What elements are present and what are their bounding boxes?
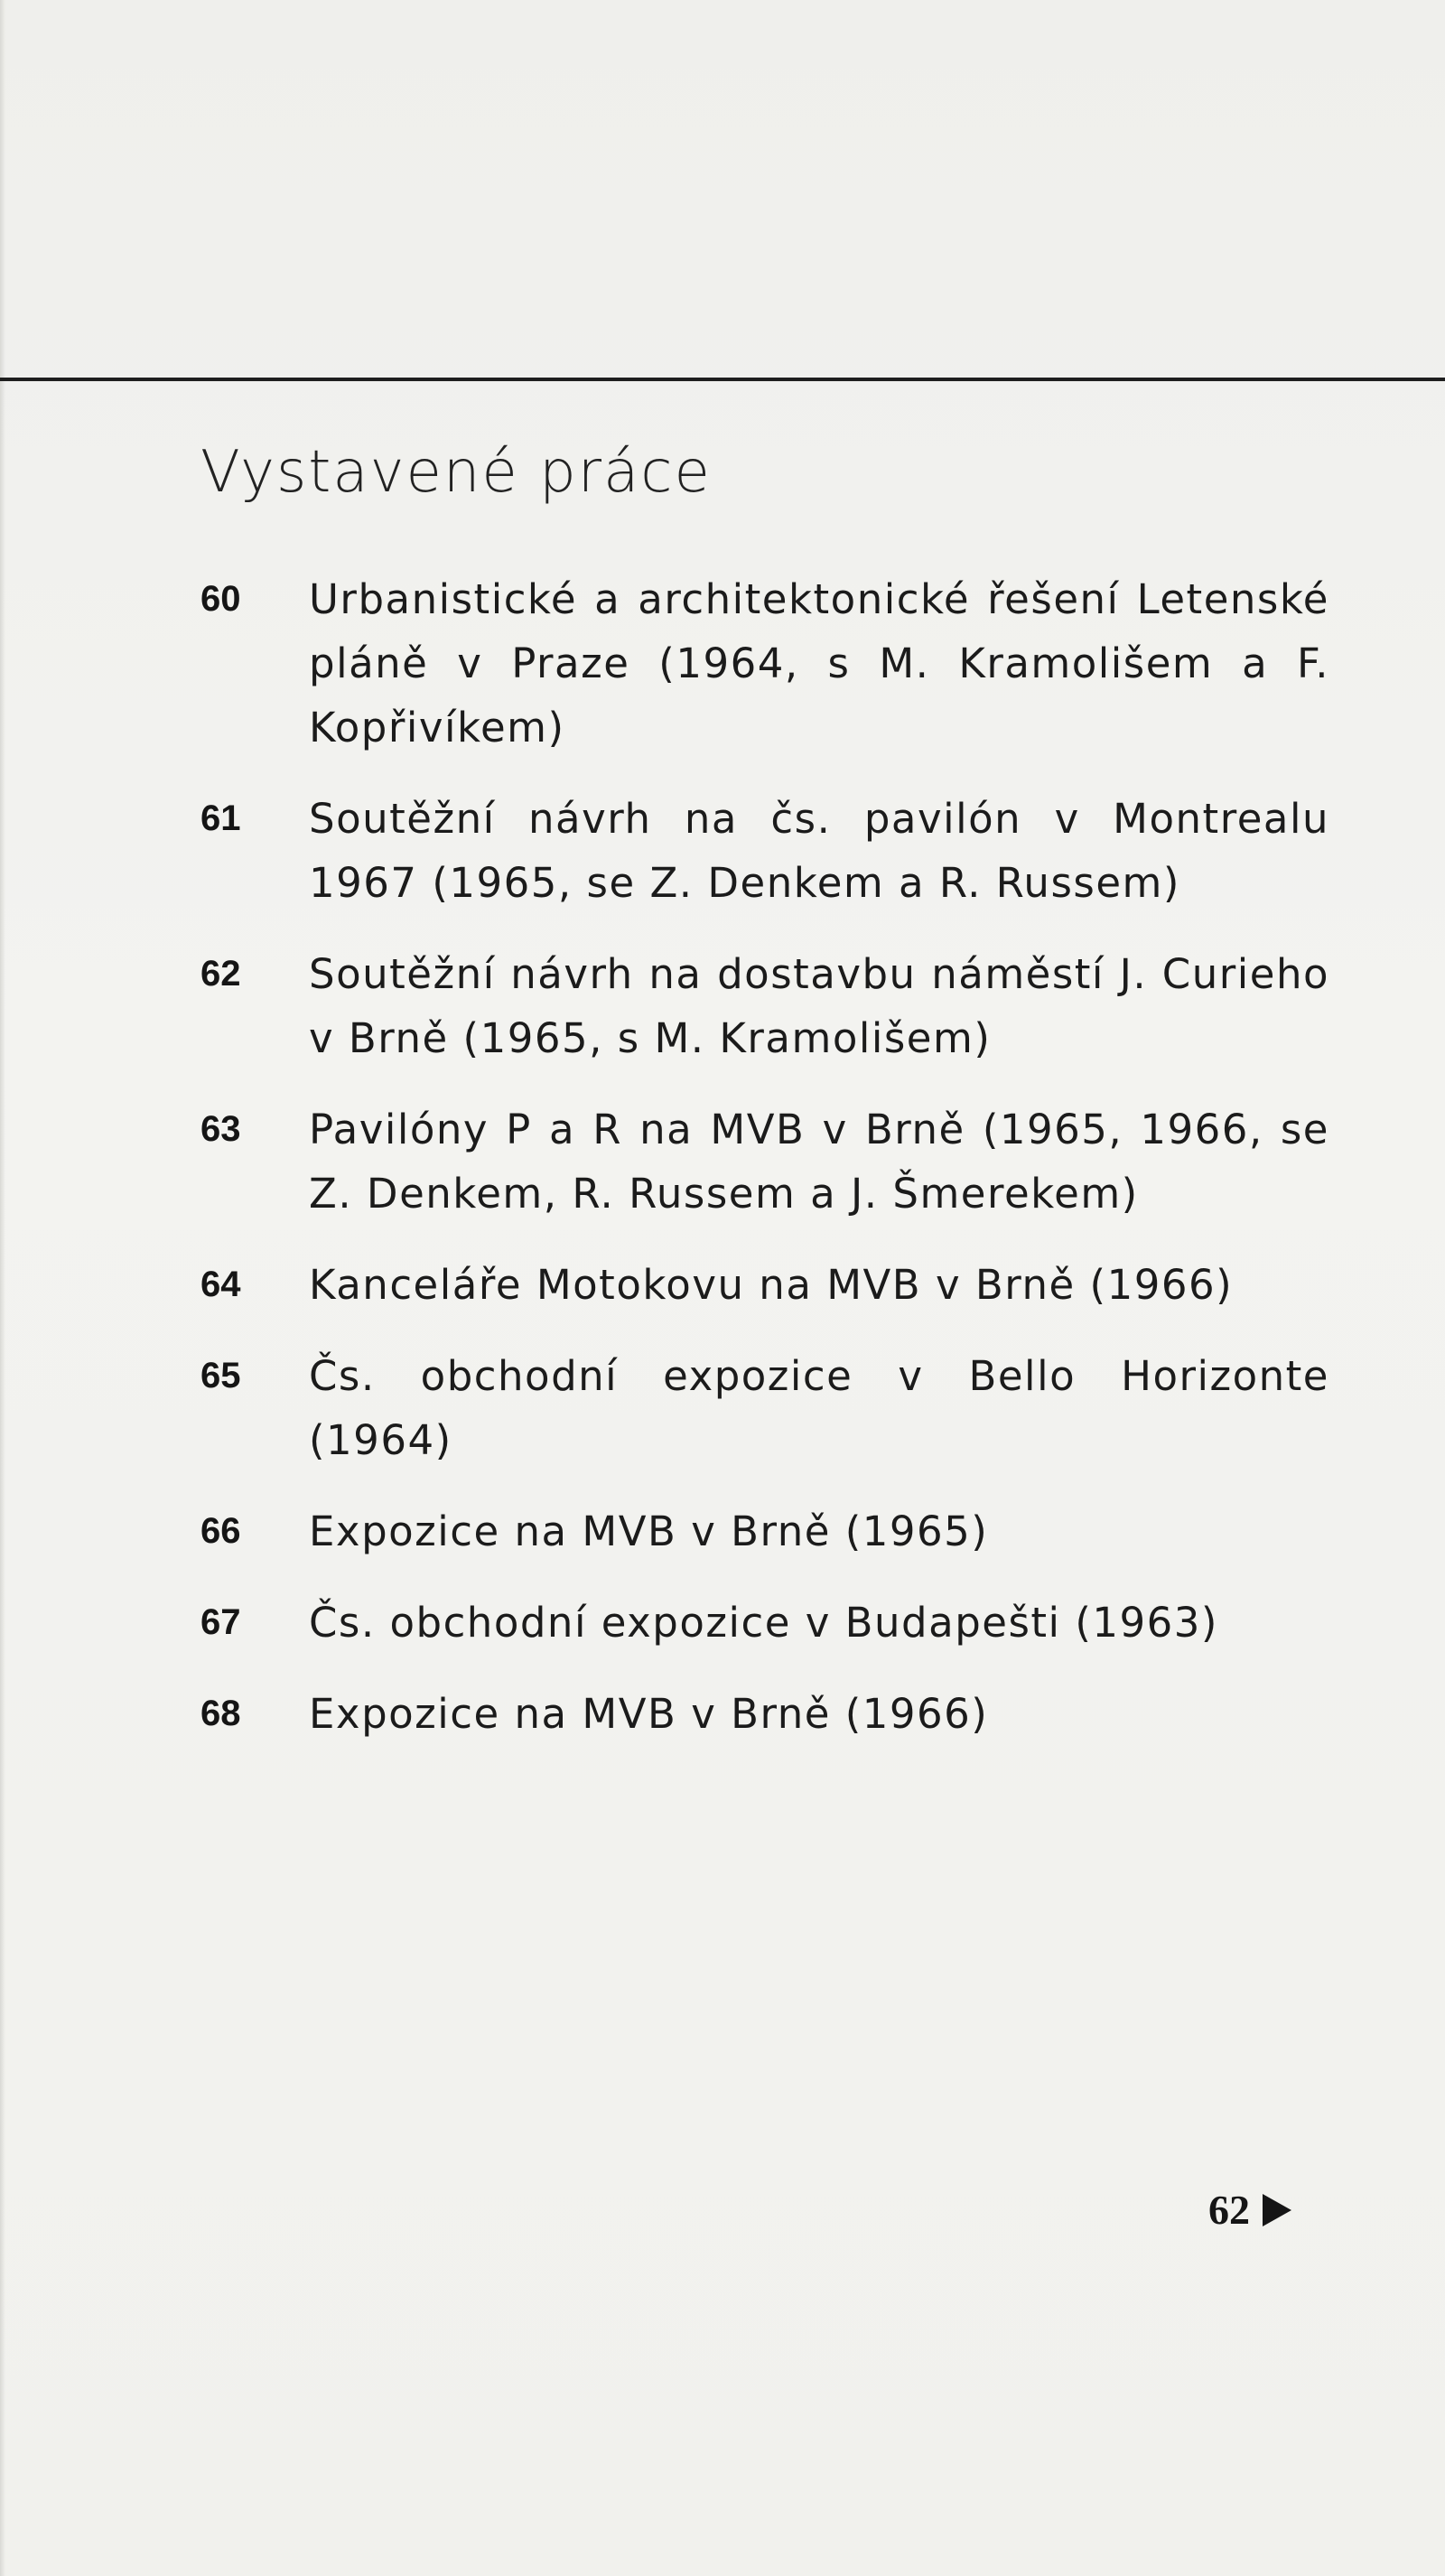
entry-number: 65 bbox=[200, 1356, 241, 1395]
page-number: 62 bbox=[1208, 2187, 1250, 2233]
list-item bbox=[200, 567, 1329, 760]
list-item bbox=[200, 1253, 1329, 1317]
entry-text: Soutěžní návrh na dostavbu náměstí J. Curieho v Brně (1965, s M. Kramolišem) bbox=[309, 950, 1329, 1062]
works-list bbox=[200, 567, 1329, 1773]
entry-number: 67 bbox=[200, 1602, 241, 1642]
list-item bbox=[200, 1499, 1329, 1563]
entry-text: Pavilóny P a R na MVB v Brně (1965, 1966, se Z. Denkem, R. Russem a J. Šmerekem) bbox=[309, 1106, 1329, 1218]
entry-number: 62 bbox=[200, 954, 241, 994]
entry-text: Soutěžní návrh na čs. pavilón v Montrealu 1967 (1965, se Z. Denkem a R. Russem) bbox=[309, 795, 1329, 907]
entry-number: 63 bbox=[200, 1109, 241, 1149]
list-item bbox=[200, 942, 1329, 1070]
top-rule bbox=[0, 378, 1445, 381]
entry-text: Expozice na MVB v Brně (1965) bbox=[309, 1507, 989, 1555]
list-item bbox=[200, 787, 1329, 915]
next-arrow-icon bbox=[1263, 2194, 1291, 2226]
page-footer bbox=[1208, 2186, 1291, 2234]
entry-number: 64 bbox=[200, 1265, 241, 1304]
entry-text: Čs. obchodní expozice v Bello Horizonte (1964) bbox=[309, 1352, 1329, 1464]
entry-text: Expozice na MVB v Brně (1966) bbox=[309, 1690, 989, 1738]
list-item bbox=[200, 1097, 1329, 1226]
entry-text: Čs. obchodní expozice v Budapešti (1963) bbox=[309, 1599, 1218, 1647]
entry-text: Urbanistické a architektonické řešení Letenské pláně v Praze (1964, s M. Kramolišem a F. Kopřivíkem) bbox=[309, 575, 1329, 751]
entry-number: 66 bbox=[200, 1511, 241, 1551]
entry-number: 61 bbox=[200, 798, 241, 838]
list-item bbox=[200, 1344, 1329, 1472]
list-item bbox=[200, 1591, 1329, 1655]
entry-number: 60 bbox=[200, 579, 241, 619]
entry-text: Kanceláře Motokovu na MVB v Brně (1966) bbox=[309, 1261, 1234, 1309]
page-title: Vystavené práce bbox=[200, 439, 712, 506]
entry-number: 68 bbox=[200, 1694, 241, 1733]
page-edge-shadow bbox=[0, 0, 5, 2576]
list-item bbox=[200, 1682, 1329, 1746]
